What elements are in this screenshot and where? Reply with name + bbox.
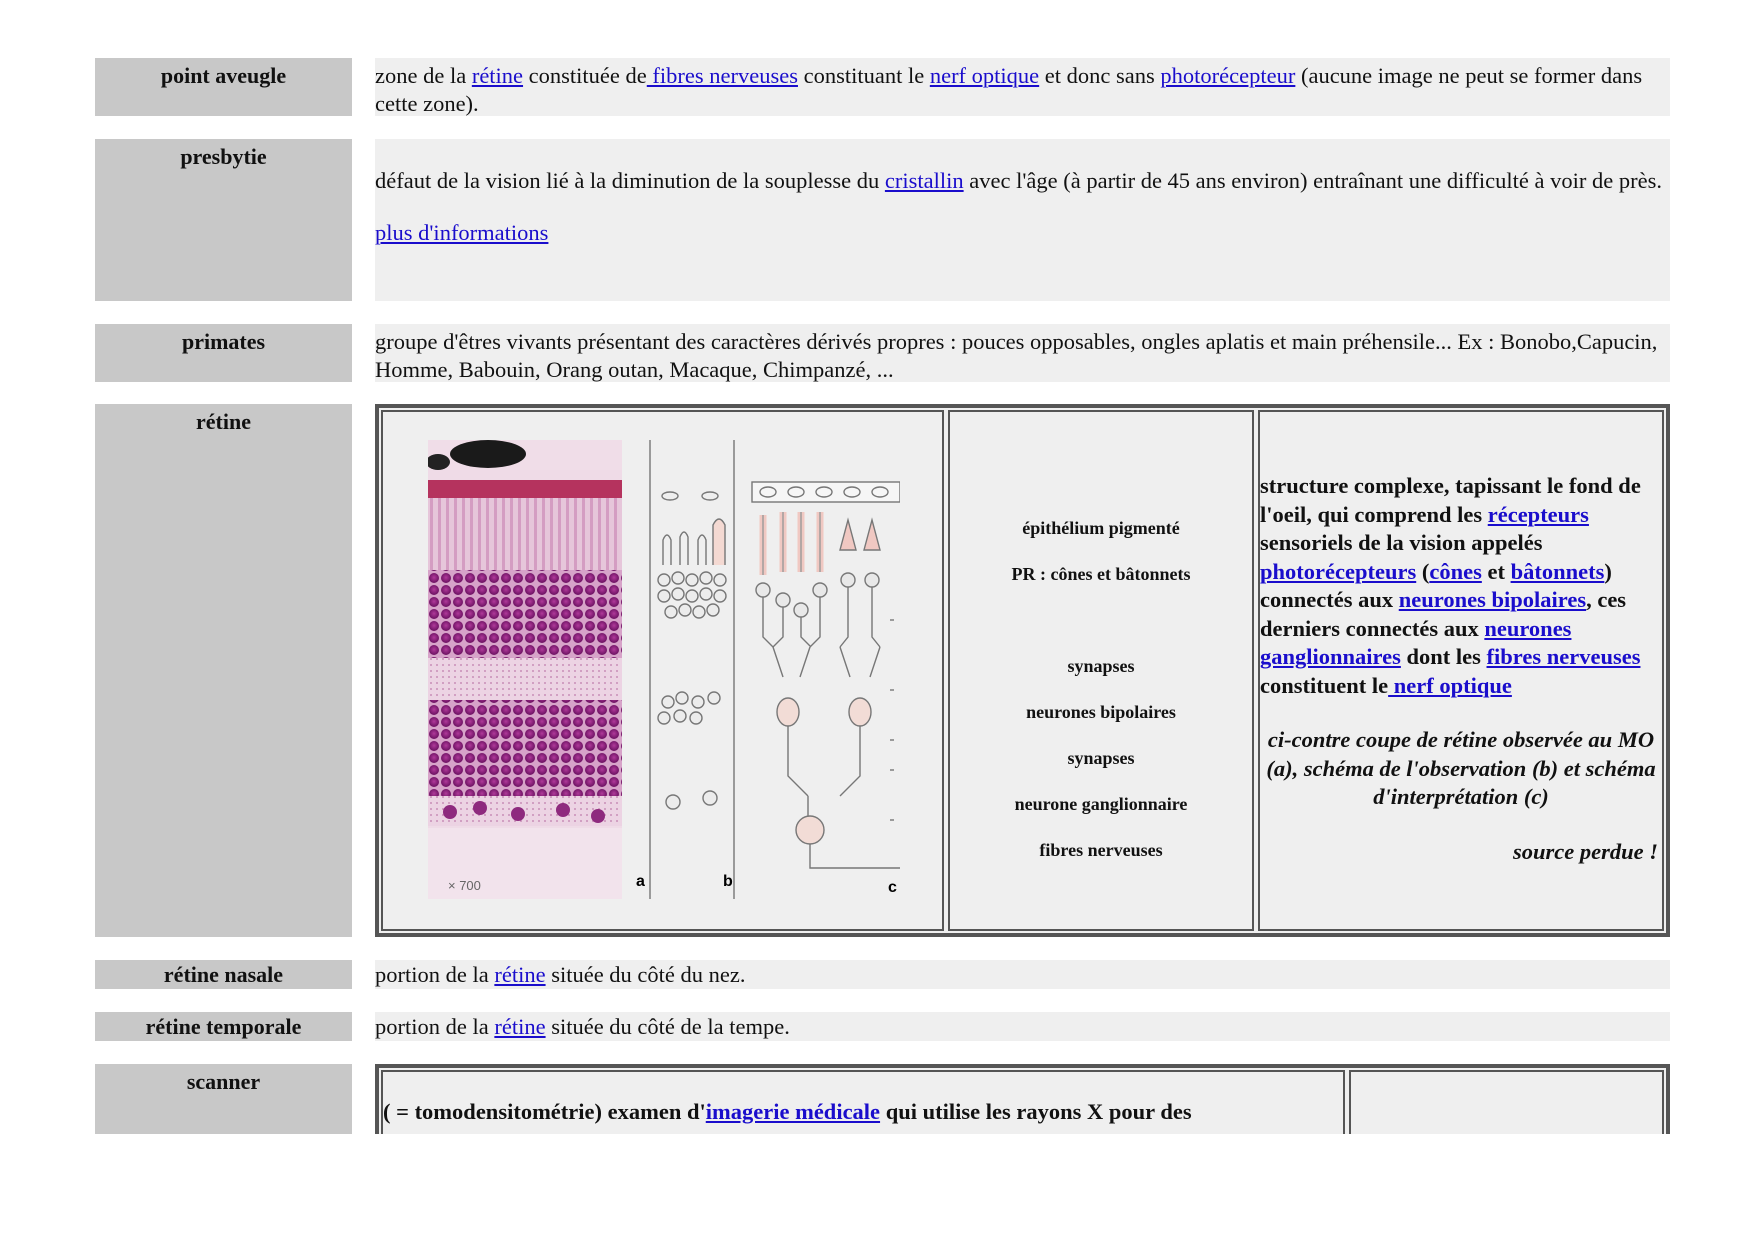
def-text: (aucune image ne peut se former dans cette zone). [375, 63, 1643, 116]
link-nerf-optique[interactable]: nerf optique [929, 63, 1040, 88]
desc-text: dont les [1400, 644, 1487, 669]
retine-description-cell [1258, 410, 1664, 931]
link-fibres-nerveuses[interactable]: fibres nerveuses [646, 63, 798, 88]
retine-image-cell [381, 410, 944, 931]
definition [375, 1012, 1670, 1041]
def-text: située du côté de la tempe. [545, 1014, 790, 1039]
layer-label: fibres nerveuses [1039, 840, 1163, 860]
figure-caption: ci-contre coupe de rétine observée au MO (a), schéma de l'observation (b) et schéma d'interprétation (c) [1266, 727, 1656, 809]
retine-table [375, 404, 1670, 937]
link-cristallin[interactable]: cristallin [884, 168, 964, 193]
def-text: qui utilise les rayons X pour des [880, 1099, 1192, 1124]
panel-label-b: b [723, 873, 733, 890]
def-text: défaut de la vision lié à la diminution de la souplesse du [375, 168, 885, 193]
entry-presbytie [95, 139, 1670, 301]
entry-retine [95, 404, 1670, 937]
layer-label: neurones bipolaires [1026, 702, 1176, 722]
link-batonnets[interactable]: bâtonnets [1510, 558, 1605, 584]
layer-label: neurone ganglionnaire [1014, 794, 1188, 814]
link-cones[interactable]: cônes [1429, 558, 1482, 584]
def-text: zone de la [375, 63, 472, 88]
definition: groupe d'êtres vivants présentant des caractères dérivés propres : pouces opposables, ongles aplatis et main préhensile... Ex : Bonobo,Capucin, Homme, Babouin, Orang outan, Macaque, Chimpanzé, ... [375, 324, 1670, 382]
def-text: constituée de [523, 63, 647, 88]
term-label: scanner [95, 1064, 352, 1134]
entry-retine-nasale [95, 960, 1670, 989]
schema-panel-c [752, 482, 900, 868]
desc-text: constituent le [1260, 672, 1389, 698]
link-imagerie-medicale[interactable]: imagerie médicale [705, 1099, 881, 1124]
link-photorecepteur[interactable]: photorécepteur [1160, 63, 1296, 88]
link-neurones-bipolaires[interactable]: neurones bipolaires [1398, 587, 1587, 612]
source-note: source perdue ! [1513, 838, 1658, 864]
retina-section-figure [428, 440, 900, 899]
entry-point-aveugle [95, 58, 1670, 116]
scanner-image-cell [1349, 1070, 1664, 1134]
def-text: portion de la [375, 1014, 495, 1039]
layer-label: synapses [1067, 656, 1135, 676]
link-retine[interactable]: rétine [494, 1014, 546, 1039]
def-text: ( = tomodensitométrie) examen d' [383, 1099, 706, 1124]
desc-text: ) connectés aux [1260, 558, 1612, 612]
def-text: constituant le [797, 63, 930, 88]
definition [375, 58, 1670, 116]
panel-label-a: a [636, 873, 645, 890]
def-text: avec l'âge (à partir de 45 ans environ) entraînant une difficulté à voir de près. [963, 168, 1662, 193]
scanner-table [375, 1064, 1670, 1134]
desc-text: structure complexe, tapissant le fond de l'oeil, qui comprend les [1260, 473, 1641, 527]
link-nerf-optique[interactable]: nerf optique [1388, 672, 1512, 698]
micrograph-panel-a [428, 440, 622, 899]
panel-label-c: c [888, 879, 897, 896]
schema-panel-b [650, 440, 734, 899]
def-text: située du côté du nez. [545, 962, 746, 987]
desc-text: sensoriels de la vision appelés [1260, 530, 1543, 555]
term-label: point aveugle [95, 58, 352, 116]
term-label: rétine nasale [95, 960, 352, 989]
definition [375, 404, 1670, 937]
desc-text: et [1481, 558, 1511, 584]
layer-label: épithélium pigmenté [1022, 518, 1180, 538]
link-neurones-ganglionnaires[interactable]: neurones ganglionnaires [1260, 615, 1572, 669]
term-label: presbytie [95, 139, 352, 301]
entry-scanner [95, 1064, 1670, 1134]
term-label: primates [95, 324, 352, 382]
layer-label: PR : cônes et bâtonnets [1011, 564, 1191, 584]
magnification-label: × 700 [448, 878, 481, 893]
definition [375, 1064, 1670, 1134]
link-fibres-nerveuses[interactable]: fibres nerveuses [1486, 644, 1641, 669]
entry-retine-temporale [95, 1012, 1670, 1041]
layer-label: synapses [1067, 748, 1135, 768]
def-text: portion de la [375, 962, 495, 987]
desc-text: ( [1416, 558, 1430, 584]
link-retine[interactable]: rétine [494, 962, 546, 987]
scanner-text-cell [381, 1070, 1345, 1134]
definition [375, 960, 1670, 989]
retine-layers-cell [948, 410, 1254, 931]
definition [375, 139, 1670, 301]
term-label: rétine [95, 404, 352, 937]
entry-primates [95, 324, 1670, 382]
def-text: et donc sans [1039, 63, 1161, 88]
link-recepteurs[interactable]: récepteurs [1487, 501, 1589, 527]
retine-description [1260, 472, 1662, 700]
link-retine[interactable]: rétine [471, 63, 524, 88]
term-label: rétine temporale [95, 1012, 352, 1041]
link-plus-informations[interactable]: plus d'informations [375, 220, 549, 245]
link-photorecepteurs[interactable]: photorécepteurs [1260, 558, 1417, 584]
desc-text: , ces derniers connectés aux [1260, 587, 1627, 641]
